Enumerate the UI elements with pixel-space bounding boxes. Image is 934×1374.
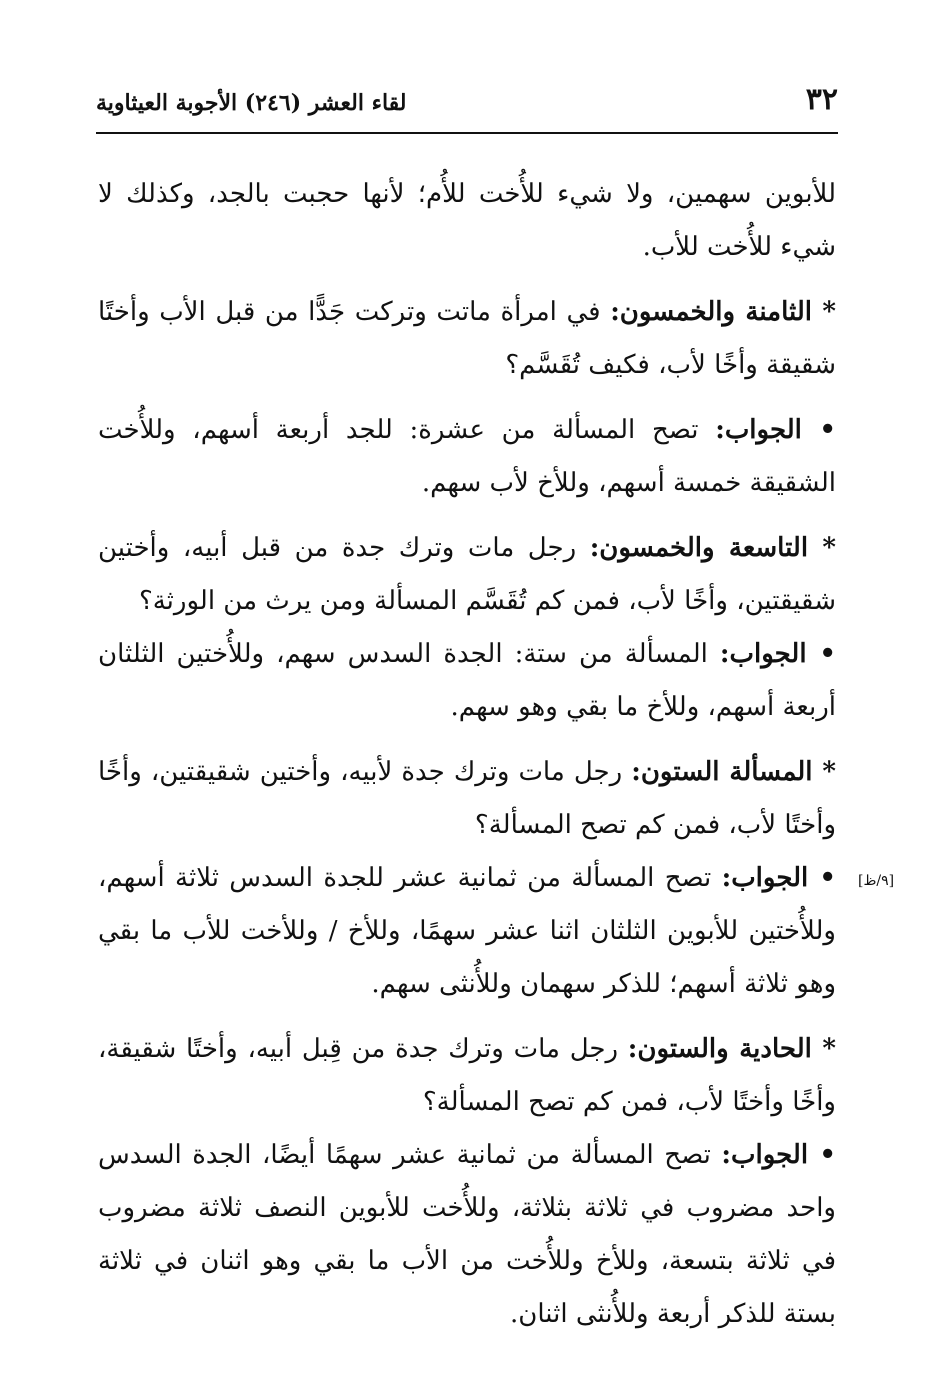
question-58 xyxy=(98,286,836,392)
running-title: لقاء العشر (٢٤٦) الأجوبة العيثاوية xyxy=(96,90,407,116)
answer-heading: • الجواب: xyxy=(721,1140,836,1170)
body-text xyxy=(98,168,836,1341)
answer-heading: • الجواب: xyxy=(719,639,837,669)
answer-text: تصح المسألة من عشرة: للجد أربعة أسهم، وللأُخت الشقيقة خمسة أسهم، وللأخ لأب سهم. xyxy=(98,415,836,498)
answer-text: تصح المسألة من ثمانية عشر للجدة السدس ثلاثة أسهم، وللأُختين للأبوين الثلثان اثنا عشر سهمًا، وللأخ / وللأخت للأب ما بقي وهو ثلاثة أسهم؛ للذكر سهمان وللأُنثى سهم. xyxy=(98,863,836,999)
question-heading: * الحادية والستون: xyxy=(627,1034,836,1064)
paragraph-continuation xyxy=(98,168,836,274)
question-text: رجل مات وترك جدة من قبل أبيه، وأختين شقيقتين، وأخًا لأب، فمن كم تُقَسَّم المسألة ومن يرث من الورثة؟ xyxy=(98,533,836,616)
question-text: رجل مات وترك جدة من قِبل أبيه، وأختًا شقيقة، وأخًا وأختًا لأب، فمن كم تصح المسألة؟ xyxy=(98,1034,836,1117)
header-divider xyxy=(96,132,838,134)
answer-heading: • الجواب: xyxy=(721,863,837,893)
page-number: ٣٢ xyxy=(805,82,838,117)
answer-heading: • الجواب: xyxy=(715,415,836,445)
question-59 xyxy=(98,522,836,628)
answer-58 xyxy=(98,404,836,510)
question-heading: * التاسعة والخمسون: xyxy=(589,533,837,563)
manuscript-folio-marker: [٩/ظ] xyxy=(858,873,895,889)
answer-59 xyxy=(98,628,836,734)
question-60 xyxy=(98,746,836,852)
answer-text: المسألة من ستة: الجدة السدس سهم، وللأُختين الثلثان أربعة أسهم، وللأخ ما بقي وهو سهم. xyxy=(98,639,836,722)
question-heading: * الثامنة والخمسون: xyxy=(610,297,836,327)
question-61 xyxy=(98,1023,836,1129)
answer-61 xyxy=(98,1129,836,1341)
page-header xyxy=(96,78,838,130)
paragraph-text: للأبوين سهمين، ولا شيء للأُخت للأُم؛ لأنها حجبت بالجد، وكذلك لا شيء للأُخت للأب. xyxy=(98,179,836,262)
question-text: رجل مات وترك جدة لأبيه، وأختين شقيقتين، وأخًا وأختًا لأب، فمن كم تصح المسألة؟ xyxy=(98,757,836,840)
answer-60 xyxy=(98,852,836,1011)
answer-text: تصح المسألة من ثمانية عشر سهمًا أيضًا، الجدة السدس واحد مضروب في ثلاثة بثلاثة، وللأُخت للأبوين النصف ثلاثة مضروب في ثلاثة بتسعة، وللأخ وللأُخت من الأب ما بقي وهو اثنان في ثلاثة بستة للذكر أربعة وللأُنثى اثنان. xyxy=(98,1140,836,1329)
question-text: في امرأة ماتت وتركت جَدًّا من قبل الأب وأختًا شقيقة وأخًا لأب، فكيف تُقَسَّم؟ xyxy=(98,297,836,380)
question-heading: * المسألة الستون: xyxy=(631,757,836,787)
